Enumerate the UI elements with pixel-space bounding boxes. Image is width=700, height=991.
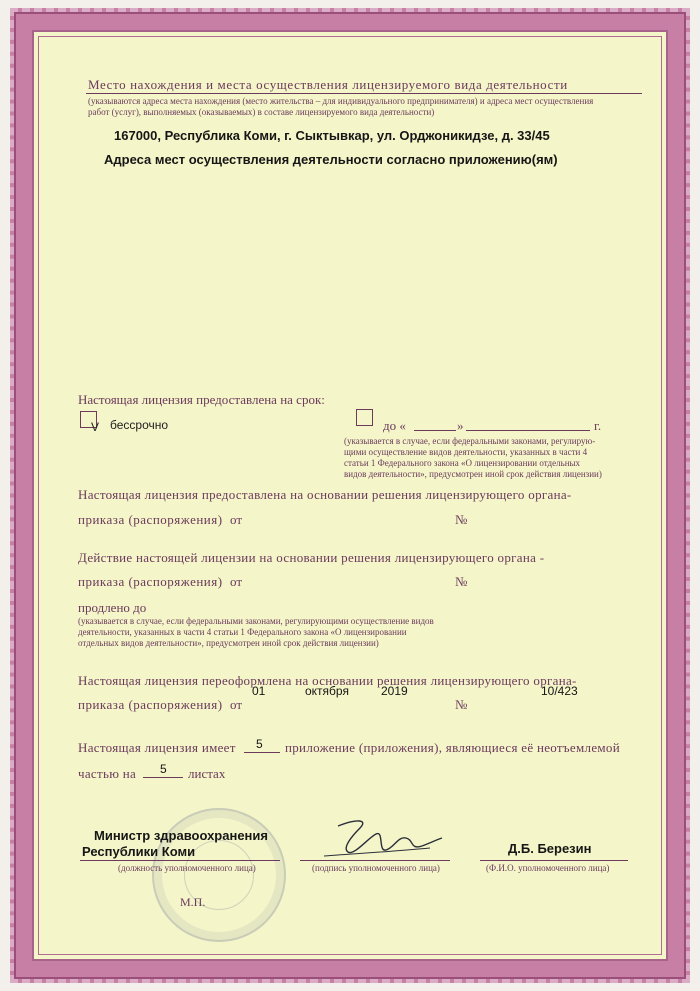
until-month-line xyxy=(466,430,590,431)
appendix-suffix: приложение (приложения), являющиеся её неотъемлемой xyxy=(285,740,620,755)
appendix-prefix: Настоящая лицензия имеет xyxy=(78,740,236,755)
basis-from: от xyxy=(230,512,243,527)
signature-line xyxy=(300,860,450,861)
basis-no: № xyxy=(455,512,468,527)
term-label: Настоящая лицензия предоставлена на срок: xyxy=(78,392,325,407)
reissue-month: октября xyxy=(305,684,349,698)
appendix-pages: 5 xyxy=(160,762,167,776)
extension-from: от xyxy=(230,574,243,589)
location-note-1: (указываются адреса места нахождения (место жительства – для индивидуального предпринимателя) и адреса мест осуществления xyxy=(88,96,594,106)
until-checkbox xyxy=(356,409,373,426)
position-note: (должность уполномоченного лица) xyxy=(118,863,256,873)
until-note-4: видов деятельности», предусмотрен иной срок действия лицензии) xyxy=(344,469,602,479)
extension-line: Действие настоящей лицензии на основании решения лицензирующего органа - xyxy=(78,550,545,565)
reissue-from: от xyxy=(230,697,243,712)
basis-order: приказа (распоряжения) xyxy=(78,512,223,527)
extension-note-1: (указывается в случае, если федеральными законами, регулирующими осуществление видов xyxy=(78,616,434,626)
until-note-2: щими осуществление видов деятельности, указанных в части 4 xyxy=(344,447,588,457)
reissue-order: приказа (распоряжения) xyxy=(78,697,223,712)
name-line xyxy=(480,860,628,861)
until-suffix: г. xyxy=(594,418,602,433)
extended-until: продлено до xyxy=(78,600,147,615)
appendix-pages-prefix: частью на xyxy=(78,766,137,781)
signatory-position-1: Министр здравоохранения xyxy=(94,828,268,843)
position-line xyxy=(80,860,280,861)
signatory-name: Д.Б. Березин xyxy=(508,841,592,856)
reissue-day: 01 xyxy=(252,684,266,698)
seal-label: М.П. xyxy=(180,895,206,909)
until-prefix: до « xyxy=(383,418,406,433)
appendix-pages-suffix: листах xyxy=(188,766,226,781)
signatory-position-2: Республики Коми xyxy=(82,844,196,859)
appendix-count-line xyxy=(244,752,280,753)
extension-no: № xyxy=(455,574,468,589)
until-note-1: (указывается в случае, если федеральными законами, регулирую- xyxy=(344,436,596,446)
indefinite-label: бессрочно xyxy=(110,418,169,432)
reissue-line: Настоящая лицензия переоформлена на основании решения лицензирующего органа- xyxy=(78,673,577,688)
addresses-reference: Адреса мест осуществления деятельности согласно приложению(ям) xyxy=(104,152,558,167)
appendix-pages-line xyxy=(143,777,183,778)
extension-note-3: отдельных видов деятельности», предусмотрен иной срок действия лицензии) xyxy=(78,638,379,648)
reissue-number: 10/423 xyxy=(541,684,578,698)
divider xyxy=(86,93,642,94)
until-note-3: статьи 1 Федерального закона «О лицензировании отдельных xyxy=(344,458,581,468)
signature-note: (подпись уполномоченного лица) xyxy=(312,863,440,873)
location-heading: Место нахождения и места осуществления лицензируемого вида деятельности xyxy=(88,77,568,92)
address-text: 167000, Республика Коми, г. Сыктывкар, ул. Орджоникидзе, д. 33/45 xyxy=(114,128,550,143)
basis-line: Настоящая лицензия предоставлена на основании решения лицензирующего органа- xyxy=(78,487,572,502)
until-day-line xyxy=(414,430,456,431)
name-note: (Ф.И.О. уполномоченного лица) xyxy=(486,863,610,873)
reissue-no: № xyxy=(455,697,468,712)
location-note-2: работ (услуг), выполняемых (оказываемых) в составе лицензируемого вида деятельности) xyxy=(88,107,435,117)
reissue-year: 2019 xyxy=(381,684,408,698)
handwritten-signature xyxy=(318,812,448,864)
until-mid: » xyxy=(457,418,464,433)
extension-order: приказа (распоряжения) xyxy=(78,574,223,589)
appendix-count: 5 xyxy=(256,737,263,751)
indefinite-check-mark: V xyxy=(91,420,100,434)
extension-note-2: деятельности, указанных в части 4 статьи 1 Федерального закона «О лицензировании xyxy=(78,627,407,637)
